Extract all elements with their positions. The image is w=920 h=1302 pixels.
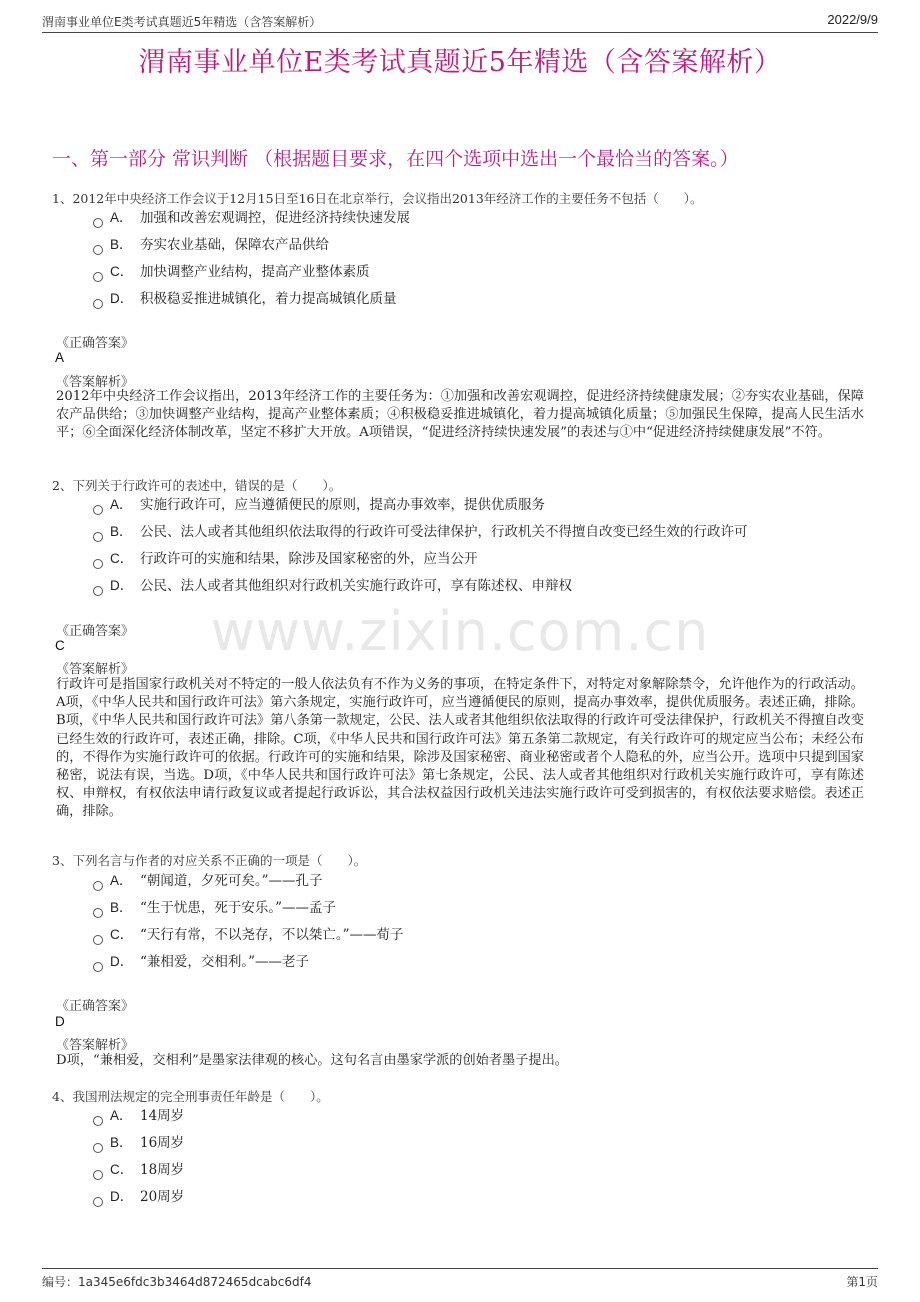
question-1-answer: A bbox=[55, 350, 65, 365]
question-3-stem: 3、下列名言与作者的对应关系不正确的一项是（ ）。 bbox=[52, 853, 367, 868]
question-2-option-b[interactable]: B． 公民、法人或者其他组织依法取得的行政许可受法律保护，行政机关不得擅自改变已经生效的行政许可 bbox=[93, 522, 748, 542]
radio-icon[interactable] bbox=[93, 1197, 103, 1207]
page-header bbox=[42, 10, 878, 33]
radio-icon[interactable] bbox=[93, 272, 103, 282]
question-2-explanation: 行政许可是指国家行政机关对不特定的一般人依法负有不作为义务的事项，在特定条件下，对特定对象解除禁令，允许他作为的行政活动。A项，《中华人民共和国行政许可法》第六条规定，实施行政许可，应当遵循便民的原则，提高办事效率，提供优质服务。表述正确，排除。B项，《中华人民共和国行政许可法》第八条第一款规定，公民、法人或者其他组织依法取得的行政许可受法律保护，行政机关不得擅自改变已经生效的行政许可，表述正确，排除。C项，《中华人民共和国行政许可法》第五条第二款规定，有关行政许可的规定应当公布；未经公布的，不得作为实施行政许可的依据。行政许可的实施和结果，除涉及国家秘密、商业秘密或者个人隐私的外，应当公开。选项中只提到国家秘密，说法有误，当选。D项，《中华人民共和国行政许可法》第七条规定，公民、法人或者其他组织对行政机关实施行政许可，享有陈述权、申辩权，有权依法申请行政复议或者提起行政诉讼，其合法权益因行政机关违法实施行政许可受到损害的，有权依法要求赔偿。表述正确，排除。 bbox=[56, 677, 864, 820]
question-2-option-a[interactable]: A． 实施行政许可，应当遵循便民的原则，提高办事效率，提供优质服务 bbox=[93, 495, 545, 515]
question-2-stem: 2、下列关于行政许可的表述中，错误的是（ ）。 bbox=[52, 478, 342, 493]
document-title: 渭南事业单位E类考试真题近5年精选（含答案解析） bbox=[138, 47, 782, 78]
radio-icon[interactable] bbox=[93, 908, 103, 918]
question-1-option-c[interactable]: C． 加快调整产业结构，提高产业整体素质 bbox=[93, 262, 370, 282]
radio-icon[interactable] bbox=[93, 586, 103, 596]
explanation-label: 《答案解析》 bbox=[56, 375, 135, 390]
question-4-option-d[interactable]: D． 20周岁 bbox=[93, 1187, 184, 1207]
question-4-stem: 4、我国刑法规定的完全刑事责任年龄是（ ）。 bbox=[52, 1089, 329, 1104]
header-date: 2022/9/9 bbox=[827, 12, 878, 27]
question-3-option-c[interactable]: C． “天行有常，不以尧存，不以桀亡。”——荀子 bbox=[93, 925, 404, 945]
radio-icon[interactable] bbox=[93, 245, 103, 255]
radio-icon[interactable] bbox=[93, 218, 103, 228]
question-3-option-d[interactable]: D． “兼相爱，交相利。”——老子 bbox=[93, 952, 309, 972]
question-2-option-c[interactable]: C． 行政许可的实施和结果，除涉及国家秘密的外，应当公开 bbox=[93, 549, 478, 569]
radio-icon[interactable] bbox=[93, 1143, 103, 1153]
question-1-stem: 1、2012年中央经济工作会议于12月15日至16日在北京举行，会议指出2013年经济工作的主要任务不包括（ ）。 bbox=[52, 191, 703, 206]
section-heading: 一、第一部分 常识判断 （根据题目要求，在四个选项中选出一个最恰当的答案。） bbox=[52, 148, 739, 170]
question-4-option-c[interactable]: C． 18周岁 bbox=[93, 1160, 184, 1180]
radio-icon[interactable] bbox=[93, 1116, 103, 1126]
explanation-label: 《答案解析》 bbox=[56, 1038, 135, 1053]
question-3-explanation: D项，“兼相爱，交相利”是墨家法律观的核心。这句名言由墨家学派的创始者墨子提出。 bbox=[56, 1053, 568, 1068]
question-3-answer: D bbox=[55, 1014, 65, 1029]
question-3-option-b[interactable]: B． “生于忧患，死于安乐。”——孟子 bbox=[93, 898, 336, 918]
radio-icon[interactable] bbox=[93, 505, 103, 515]
radio-icon[interactable] bbox=[93, 881, 103, 891]
radio-icon[interactable] bbox=[93, 299, 103, 309]
watermark: www.zixin.com.cn bbox=[210, 600, 710, 663]
correct-answer-label: 《正确答案》 bbox=[56, 336, 135, 351]
radio-icon[interactable] bbox=[93, 935, 103, 945]
footer-page-number: 第1页 bbox=[846, 1275, 878, 1289]
question-3-option-a[interactable]: A． “朝闻道，夕死可矣。”——孔子 bbox=[93, 871, 323, 891]
question-4-option-b[interactable]: B． 16周岁 bbox=[93, 1133, 184, 1153]
radio-icon[interactable] bbox=[93, 532, 103, 542]
correct-answer-label: 《正确答案》 bbox=[56, 624, 135, 639]
question-1-explanation: 2012年中央经济工作会议指出，2013年经济工作的主要任务为：①加强和改善宏观调控，促进经济持续健康发展；②夯实农业基础，保障农产品供给；③加快调整产业结构，提高产业整体素质；④积极稳妥推进城镇化，着力提高城镇化质量；⑤加强民生保障，提高人民生活水平；⑥全面深化经济体制改革，坚定不移扩大开放。A项错误，“促进经济持续快速发展”的表述与①中“促进经济持续健康发展”不符。 bbox=[56, 389, 864, 441]
radio-icon[interactable] bbox=[93, 559, 103, 569]
explanation-label: 《答案解析》 bbox=[56, 662, 135, 677]
header-doc-title: 渭南事业单位E类考试真题近5年精选（含答案解析） bbox=[42, 15, 322, 29]
question-1-option-b[interactable]: B． 夯实农业基础，保障农产品供给 bbox=[93, 235, 329, 255]
footer-doc-id: 编号：1a345e6fdc3b3464d872465dcabc6df4 bbox=[42, 1275, 312, 1289]
radio-icon[interactable] bbox=[93, 1170, 103, 1180]
question-2-answer: C bbox=[55, 638, 65, 653]
page-footer bbox=[42, 1268, 878, 1291]
correct-answer-label: 《正确答案》 bbox=[56, 999, 135, 1014]
radio-icon[interactable] bbox=[93, 962, 103, 972]
question-2-option-d[interactable]: D． 公民、法人或者其他组织对行政机关实施行政许可，享有陈述权、申辩权 bbox=[93, 576, 572, 596]
question-1-option-d[interactable]: D． 积极稳妥推进城镇化，着力提高城镇化质量 bbox=[93, 289, 397, 309]
question-4-option-a[interactable]: A． 14周岁 bbox=[93, 1106, 184, 1126]
question-1-option-a[interactable]: A． 加强和改善宏观调控，促进经济持续快速发展 bbox=[93, 208, 410, 228]
